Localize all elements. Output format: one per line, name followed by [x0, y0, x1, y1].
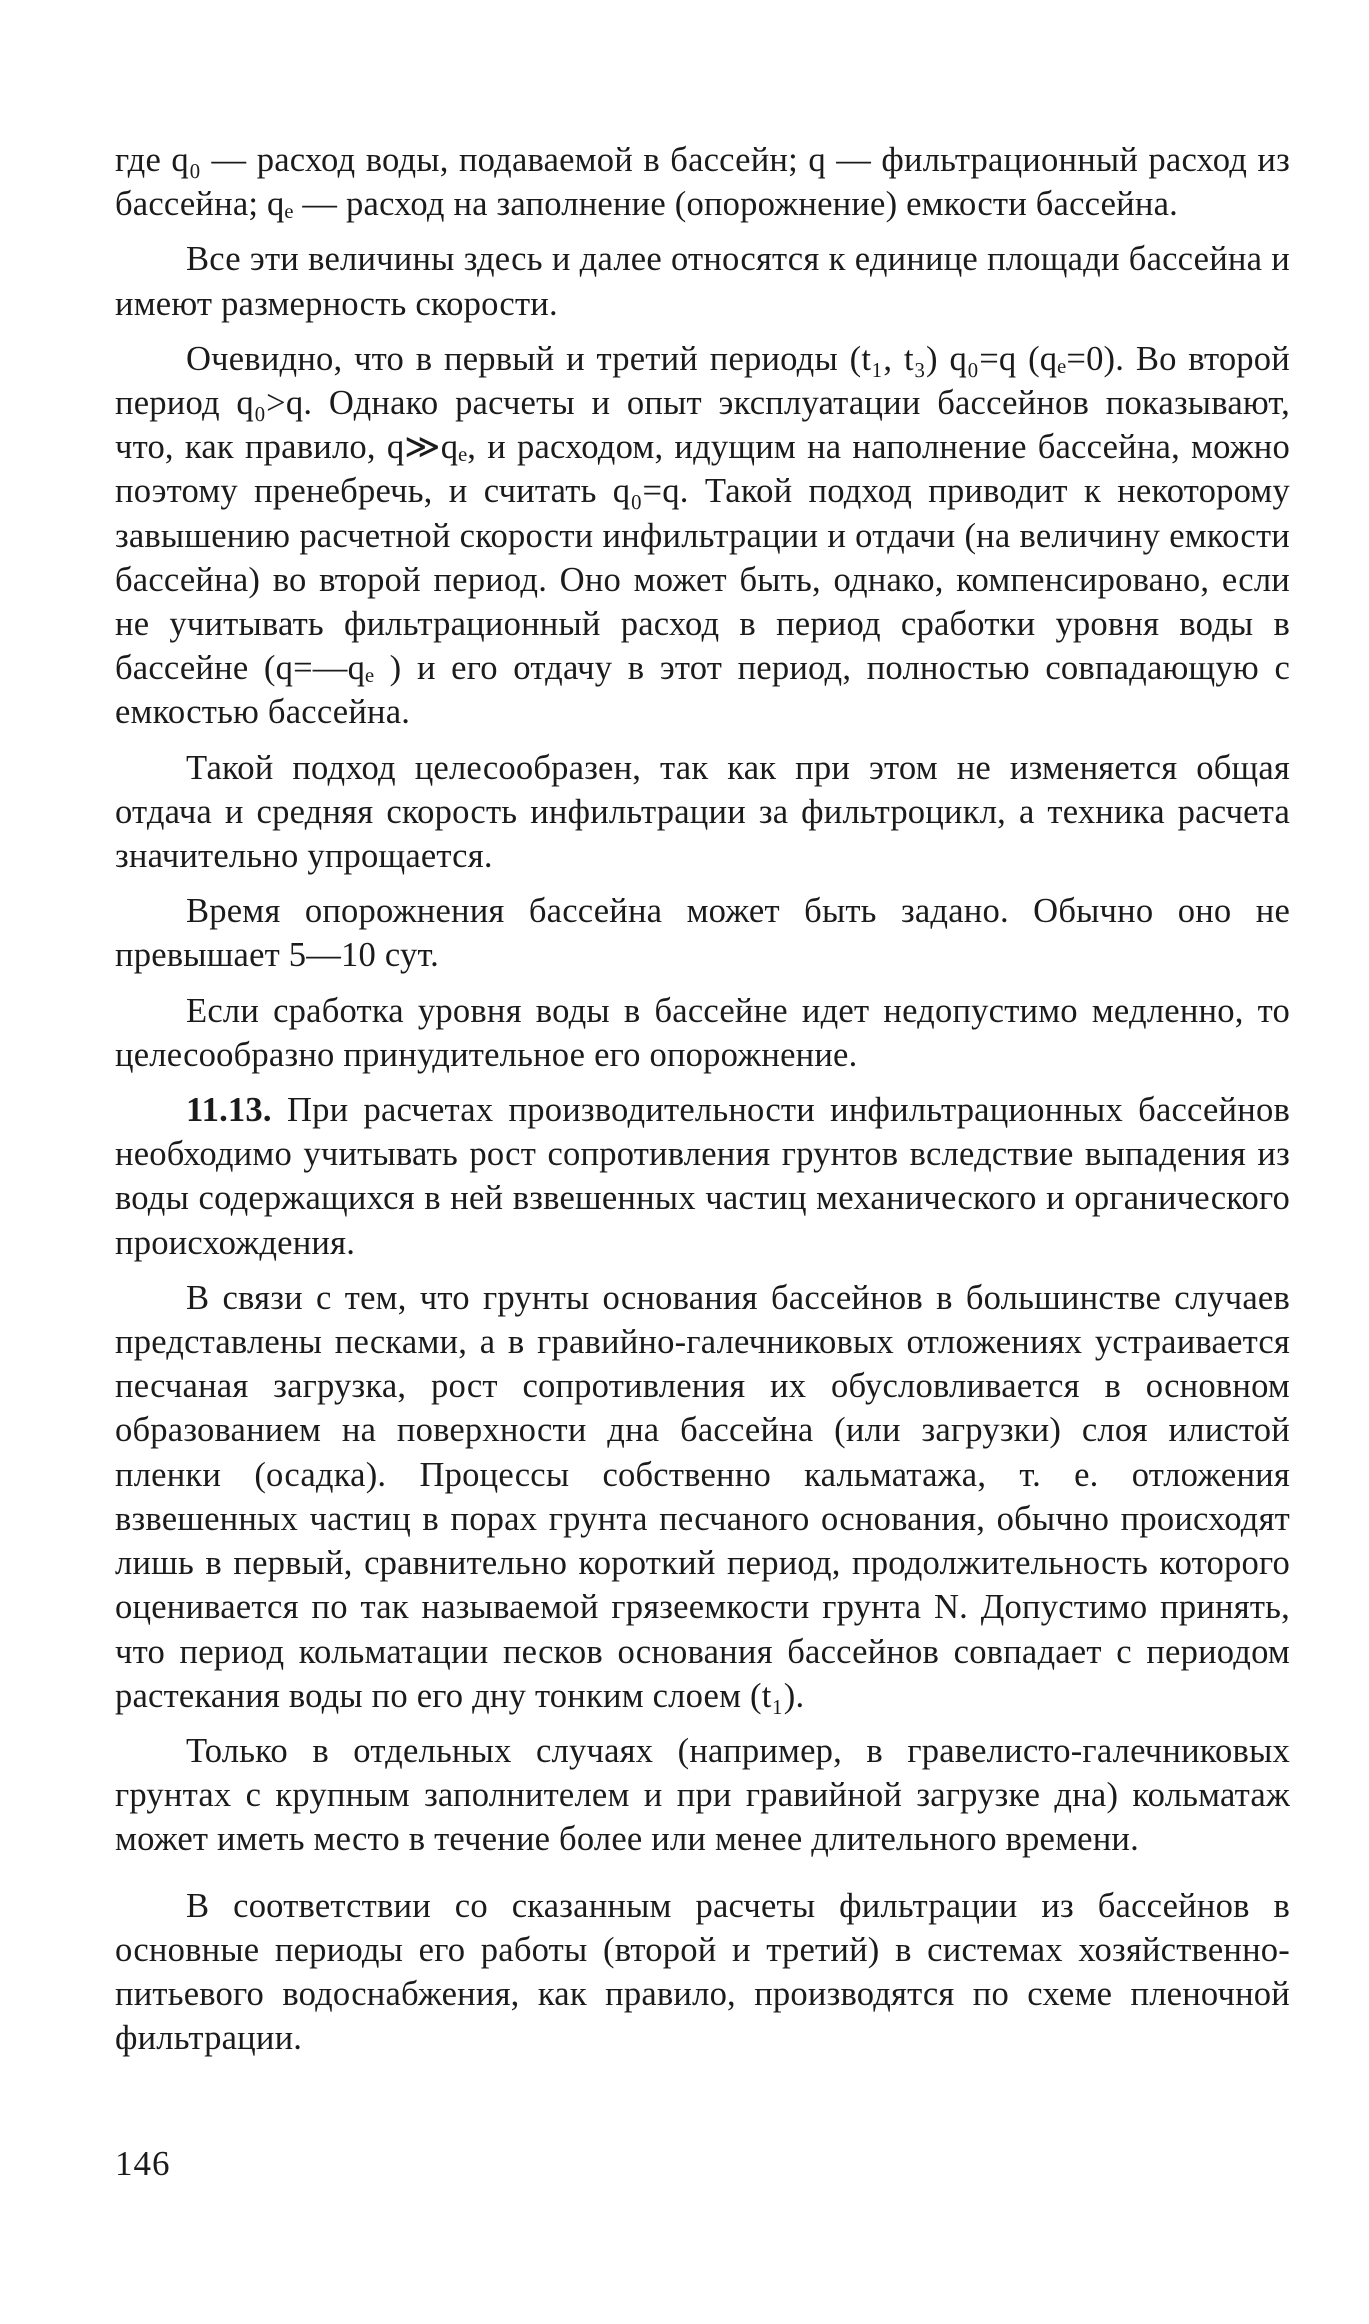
paragraph-conclusion: В соответствии со сказанным расчеты фильтрации из бассейнов в основные периоды его работы (второй и третий) в системах хозяйственно-питьевого водоснабжения, как правило, производятся по схеме пленочной фильтрации. [115, 1886, 1290, 2058]
section-text: При расчетах производительности инфильтрационных бассейнов необходимо учитывать рост сопротивления грунтов вследствие выпадения из воды содержащихся в ней взвешенных частиц механического и органического происхождения. [115, 1091, 1290, 1262]
paragraph-definitions: где q₀ — расход воды, подаваемой в бассейн; q — фильтрационный расход из бассейна; qₑ — расход на заполнение (опорожнение) емкости бассейна. [115, 141, 1290, 224]
paragraph-units: Все эти величины здесь и далее относятся к единице площади бассейна и имеют размерность скорости. [115, 240, 1290, 323]
page-number: 146 [115, 2144, 171, 2183]
paragraph-approach: Такой подход целесообразен, так как при этом не изменяется общая отдача и средняя скорость инфильтрации за фильтроцикл, а техника расчета значительно упрощается. [115, 748, 1290, 876]
paragraph-emptying-time: Время опорожнения бассейна может быть задано. Обычно оно не превышает 5—10 сут. [115, 892, 1290, 975]
paragraph-soils: В связи с тем, что грунты основания бассейнов в большинстве случаев представлены песками, а в гравийно-галечниковых отложениях устраивается песчаная загрузка, рост сопротивления их обусловливается в основном образованием на поверхности дна бассейна (или загрузки) слоя илистой пленки (осадка). Процессы собственно кальматажа, т. е. отложения взвешенных частиц в порах грунта песчаного основания, обычно происходят лишь в первый, сравнительно короткий период, продолжительность которого оценивается по так называемой грязеемкости грунта N. Допустимо принять, что период кольматации песков основания бассейнов совпадает с периодом растекания воды по его дну тонким слоем (t₁). [115, 1278, 1290, 1715]
body-text [115, 138, 1290, 2060]
paragraph-section-11-13 [115, 1088, 1290, 1265]
paragraph-forced-emptying: Если сработка уровня воды в бассейне идет недопустимо медленно, то целесообразно принудительное его опорожнение. [115, 991, 1290, 1074]
paragraph-exceptions: Только в отдельных случаях (например, в гравелисто-галечниковых грунтах с крупным заполнителем и при гравийной загрузке дна) кольматаж может иметь место в течение более или менее длительного времени. [115, 1731, 1290, 1859]
paragraph-periods: Очевидно, что в первый и третий периоды (t₁, t₃) q₀=q (qₑ=0). Во второй период q₀>q. Однако расчеты и опыт эксплуатации бассейнов показывают, что, как правило, q≫qₑ, и расходом, идущим на наполнение бассейна, можно поэтому пренебречь, и считать q₀=q. Такой подход приводит к некоторому завышению расчетной скорости инфильтрации и отдачи (на величину емкости бассейна) во второй период. Оно может быть, однако, компенсировано, если не учитывать фильтрационный расход в период сработки уровня воды в бассейне (q=—qₑ ) и его отдачу в этот период, полностью совпадающую с емкостью бассейна. [115, 339, 1290, 732]
section-number: 11.13. [186, 1091, 272, 1130]
